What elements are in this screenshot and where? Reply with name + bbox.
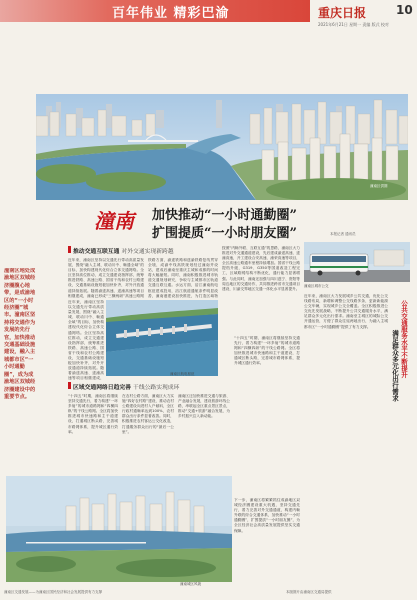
- issue-meta: 2021年6月21日 星期一 责编 版式 校对: [318, 22, 389, 27]
- footer-left: 潼南区交通发展——为潼南区国民经济和社会发展提供有力支撑: [4, 590, 102, 594]
- bus-caption: 潼南区城市公交: [304, 284, 329, 288]
- headline-line1: 加快推动“一小时通勤圈”: [152, 208, 297, 223]
- bus-photo: [304, 242, 410, 282]
- page-header: [0, 0, 417, 40]
- newspaper-logo: 重庆日报: [318, 6, 367, 20]
- headline-region: 潼南: [94, 209, 134, 233]
- section2-col2: 在农村公路方面，潼南区大力实施“四好农村路”建设，推动农村公路建设向进村入户倾斜，全区行政村通畅率达到100%，农村群众出行条件显著改善。同时，积极推进农村客运公交化改造，打通服务群众出行的“最后一公里”。: [122, 394, 174, 434]
- right-vertical-title-2: 满足群众多元化出行需求: [391, 330, 399, 402]
- bottom-text: 下一步，潼南区将紧紧抓住成渝地区双城经济圈建设重大机遇，坚持交通先行，着力完善对外交通通道，构建内畅外联的综合交通体系，加快推动“一小时通勤圈”，扩围提质“一小时朋友圈”，为全区经济社会高质量发展提供坚实交通保障。: [234, 498, 300, 533]
- section1-col3: 按照“内畅外联、互联互通”的思路，潼南区大力推进对外交通通道建设，先后建成渝遂高速、遂潼高速，开工建设合安高速、潼荣高速等项目，全区高速公路通车里程持续增加。国省干线公路提档升级，G319、G350等国道改造工程完工，区域路网结构不断优化，通行能力显著增强。与此同时，潼南还加强与四川遂宁、资阳等周边地区的交通协作，共同推进跨省市交通项目建设，川渝交界地区交通一体化水平显著提升。: [222, 246, 300, 291]
- section2-marker: [68, 382, 71, 389]
- dam-drawing: [106, 300, 218, 376]
- bottom-city-drawing: [6, 476, 232, 582]
- section2-heading-lead: 区域交通网络日趋完善: [73, 385, 131, 391]
- headline-line2: 扩围提质“一小时朋友圈”: [152, 226, 297, 241]
- section2-heading: [73, 382, 179, 391]
- right-vertical-title-1: 公共交通服务水平不断提升: [400, 300, 408, 378]
- bus-drawing: [304, 242, 410, 282]
- bottom-city-photo: [6, 476, 232, 582]
- section1-heading: [73, 246, 174, 255]
- right-column-text: 近年来，潼南区大力发展城乡公共交通，优化公交线路布局，新增和调整公交线路多条，更新新能源公交车辆，实现城乡公交全覆盖。全区积极推进公交优先发展战略，不断提升公共交通服务水平，满足群众多元化出行需求。潼南至主城区的城际公交开通运营，方便了群众往返两地出行，为融入主城都市区“一小时通勤圈”提供了有力支撑。: [304, 294, 388, 329]
- dam-photo: [106, 300, 218, 376]
- section2-col3: 潼南区还加快推进交通与旅游、产业融合发展，建设旅游环线公路，串联起全区重点景区景点，推动“交通+旅游”融合发展，为乡村振兴注入新动能。: [178, 394, 230, 419]
- section1-heading-lead: 推动交通互联互通: [73, 249, 120, 255]
- dam-caption: 潼南区航电枢纽: [170, 372, 195, 376]
- section1-col2: 铁路方面，渝遂铁路和遂渝铁路复线贯穿全境，成渝中线高铁规划经过潼南并设站，建成后潼南至重庆主城和成都的时间将大幅缩短。同时，潼南积极推进城市轨道交通规划研究，争取与主城都市区轨道交通互联互通。水运方面，涪江潼南航电枢纽建成投用，涪江航道通航条件明显改善，潼南港建设加快推进，为打造区域物: [148, 258, 218, 298]
- section2-col4: “十四五”时期，潼南区将继续坚持交通先行，着力构建“一环多射”的城市道路网和“四横四纵”的干线公路网。全区将加快推进城市快速路和主干道建设，打通城区断头路，完善城市路网体系，提升城区通行效率。: [234, 336, 300, 366]
- section2-heading-rest: 干线公路实现成环: [133, 385, 180, 391]
- banner-title: 百年伟业 精彩巴渝: [112, 6, 230, 21]
- city-panorama-drawing: [36, 94, 408, 200]
- section1-heading-rest: 对外交通实现新跨越: [121, 249, 174, 255]
- intro-column: 潼南区地处成渝地区双城经济圈腹心地带，是成渝地区的“一小时经济圈”城市。潼南区坚持将交通作为发展的先行官，加快推动交通基础设施建设，融入主城都市区“一小时通勤圈”，成为成渝地区双城经济圈建设中的重要节点。: [4, 268, 36, 400]
- page-number: 10: [396, 3, 413, 17]
- section1-col1: 近年来，潼南区坚持以交通先行带动高质量发展，围绕“融入主城、联动川中、畅通全域”的目标，加快构建现代化综合立体交通网络。全区坚持高位推动，成立交通建设指挥部，统筹推进铁路、高速公路、国省干线和农村公路建设，交通基础设施短板加快补齐，对外开放通道持续拓展。随着渝遂高速、遂潼高速等项目相继建成，潼南已形成“三横两纵”高速公路网: [68, 258, 144, 298]
- section1-col1-cont: 近年来，潼南区坚持以交通先行带动高质量发展，围绕“融入主城、联动川中、畅通全域”的目标，加快构建现代化综合立体交通网络。全区坚持高位推动，成立交通建设指挥部，统筹推进铁路、高速公路、国省干线和农村公路建设，交通基础设施短板加快补齐，对外开放通道持续拓展。随着渝遂高速、遂潼高速等项目相继建成，: [68, 300, 104, 380]
- bottom-caption: 潼南城区风貌: [180, 582, 201, 586]
- section2-col1: “十四五”时期，潼南区将继续坚持交通先行，着力构建“一环多射”的城市道路网和“四横四纵”的干线公路网。全区将加快推进城市快速路和主干道建设，打通城区断头路，完善城市路网体系，提升城区通行效率。: [68, 394, 118, 434]
- city-panorama-photo: [36, 94, 408, 200]
- headline-byline: 本报记者 通讯员: [330, 232, 356, 236]
- photo-credit: 潼南区供图: [370, 184, 388, 188]
- section1-marker: [68, 246, 71, 253]
- footer-right: 本版图片由潼南区交通局提供: [286, 590, 332, 594]
